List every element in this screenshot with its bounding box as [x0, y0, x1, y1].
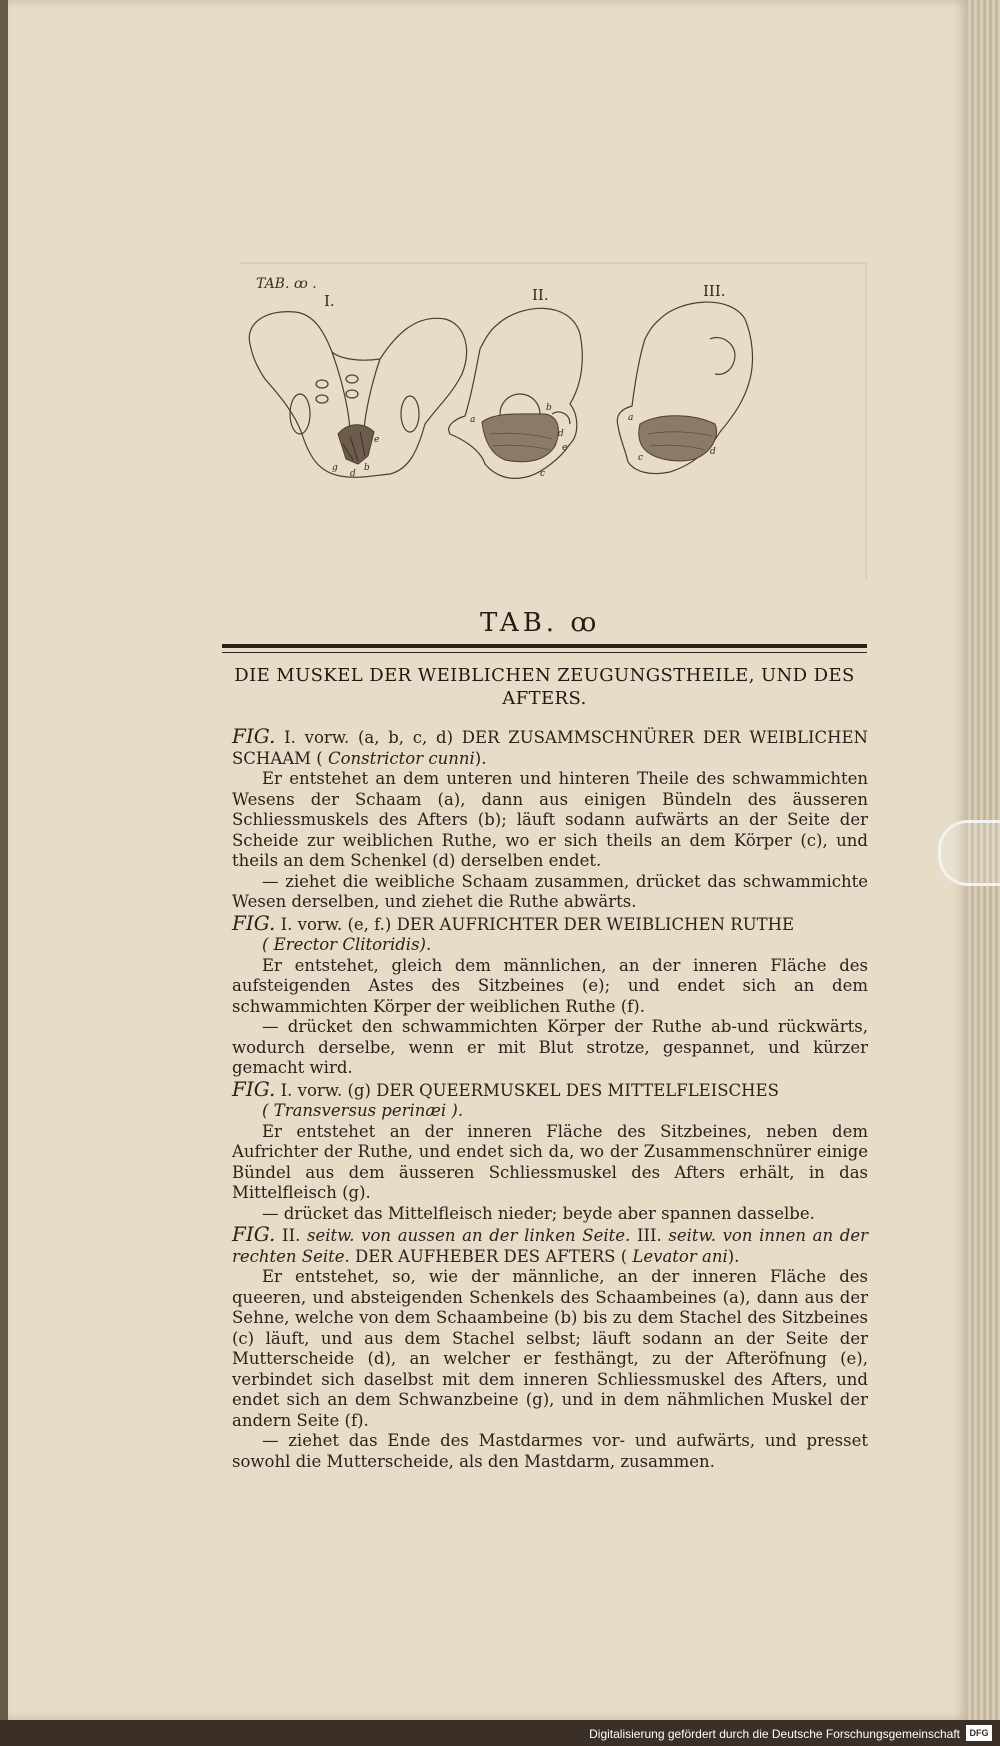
thick-rule: [222, 644, 867, 648]
fig-label: FIG.: [232, 724, 276, 748]
body-text: [232, 726, 868, 1472]
section-2-action: — drücket den schwammichten Körper der Ruthe ab-und rückwärts, wodurch derselbe, wenn er mit Blut strotze, gespannet, und kürzer gemacht wird.: [232, 1017, 868, 1077]
plate-letter-d-fig2: d: [558, 429, 564, 439]
section-1-action: — ziehet die weibliche Schaam zusammen, drücket das schwammichte Wesen derselben, und ziehet die Ruthe abwärts.: [232, 871, 868, 911]
plate-letter-a-fig3: a: [628, 413, 634, 423]
section-4-italic-a: seitw. von aussen an der linken Seite.: [306, 1226, 631, 1245]
fig-label: FIG.: [232, 1222, 276, 1246]
plate-letter-c-fig3: c: [638, 453, 644, 463]
section-3-origin: Er entstehet an der inneren Fläche des Sitzbeines, neben dem Aufrichter der Ruthe, und endet sich da, wo der Zusammenschnürer einige Bündel aus dem äusseren Schliessmuskel des Afters erhält, in das Mittelfleisch (g).: [232, 1121, 868, 1202]
scan-background-left: [0, 0, 8, 1746]
section-2-latin: ( Erector Clitoridis).: [262, 935, 432, 954]
plate-letter-a: a: [470, 415, 476, 425]
plate-letter-c-fig2: c: [540, 469, 546, 479]
section-4-head-c: DER AUFHEBER DES AFTERS (: [349, 1246, 633, 1266]
digitization-footer: [0, 1720, 1000, 1746]
section-2-head: I. vorw. (e, f.) DER AUFRICHTER DER WEIBLICHEN RUTHE: [275, 914, 795, 934]
section-4-action: — ziehet das Ende des Mastdarmes vor- und aufwärts, und presset sowohl die Mutterscheide, als den Mastdarm, zusammen.: [232, 1431, 868, 1471]
figure-3-pelvis-lateral-inner: [617, 302, 752, 473]
section-1-latin: Constrictor cunni: [327, 748, 475, 768]
fig-label: FIG.: [232, 1076, 276, 1101]
section-3-action: — drücket das Mittelfleisch nieder; beyde aber spannen dasselbe.: [262, 1203, 815, 1223]
section-2-origin: Er entstehet, gleich dem männlichen, an der inneren Fläche des aufsteigenden Astes des Sitzbeines (e); und endet sich an dem schwammichten Körper der weiblichen Ruthe (f).: [232, 955, 868, 1016]
dfg-logo: DFG: [966, 1725, 992, 1741]
section-4-origin: Er entstehet, so, wie der männliche, an der inneren Fläche des queeren, und absteigenden Schenkels des Schaambeines (a), dann aus der Sehne, welche von dem Schaambeine (b) bis zu dem Stachel des Sitzbeines (c) läuft, und aus dem Stachel selbst; läuft sodann an der Seite der Mutterscheide (d), an welcher er festhängt, zu der Afteröfnung (e), verbindet sich daselbst mit dem inneren Schliessmuskel des Afters, und endet sich an dem Schwanzbeine (g), und in dem nähmlichen Muskel der andern Seite (f).: [232, 1267, 868, 1430]
figure-number-3: III.: [703, 282, 726, 300]
section-3-head: I. vorw. (g) DER QUEERMUSKEL DES MITTELFLEISCHES: [275, 1080, 779, 1100]
figure-1-pelvis-front: [249, 312, 466, 478]
page-clip: [938, 820, 1000, 886]
plate-letter-g: g: [332, 463, 338, 473]
plate-letter-e-fig2: e: [562, 443, 568, 453]
section-title: DIE MUSKEL DER WEIBLICHEN ZEUGUNGSTHEILE, UND DES AFTERS.: [234, 665, 855, 709]
section-1-close: ).: [474, 748, 487, 768]
section-4-close: ).: [727, 1246, 740, 1266]
figure-number-2: II.: [532, 286, 549, 304]
section-1-heading: [232, 726, 868, 769]
section-4-italic-b: seitw. von innen an der rechten Seite.: [232, 1226, 868, 1266]
plate-letter-b-fig2: b: [546, 403, 552, 413]
section-4-head-a: II.: [275, 1226, 307, 1245]
figure-number-1: I.: [324, 292, 335, 310]
plate-letter-d-fig3: d: [710, 447, 716, 457]
plate-heading: TAB. ꝏ: [480, 608, 601, 638]
section-1-head: I. vorw. (a, b, c, d) DER ZUSAMMSCHNÜRER DER WEIBLICHEN SCHAAM (: [232, 728, 868, 768]
section-4-latin: Levator ani: [632, 1246, 728, 1266]
plate-letter-b: b: [364, 463, 370, 473]
section-4-heading: [232, 1224, 868, 1267]
thin-rule: [222, 652, 867, 653]
section-1-origin: Er entstehet an dem unteren und hinteren Theile des schwammichten Wesens der Schaam (a), dann aus einigen Bündeln des äusseren Schliessmuskels des Afters (b); läuft sodann aufwärts an der Seite der Scheide zur weiblichen Ruthe, wo er sich theils an dem Körper (c), und theils an dem Schenkel (d) derselben endet.: [232, 769, 868, 870]
footer-credit: Digitalisierung gefördert durch die Deutsche Forschungsgemeinschaft: [589, 1727, 960, 1741]
section-2-heading: [232, 910, 868, 936]
section-4-head-b: III.: [630, 1226, 669, 1245]
engraving-plate: [240, 262, 867, 579]
section-3-heading: [232, 1076, 868, 1102]
pelvis-illustrations: [240, 264, 865, 579]
section-3-latin: ( Transversus perinæi ).: [262, 1101, 464, 1120]
plate-letter-e: e: [374, 435, 380, 445]
fig-label: FIG.: [232, 910, 276, 935]
plate-letter-d: d: [350, 469, 356, 479]
plate-label: TAB. ꝏ .: [256, 276, 317, 292]
